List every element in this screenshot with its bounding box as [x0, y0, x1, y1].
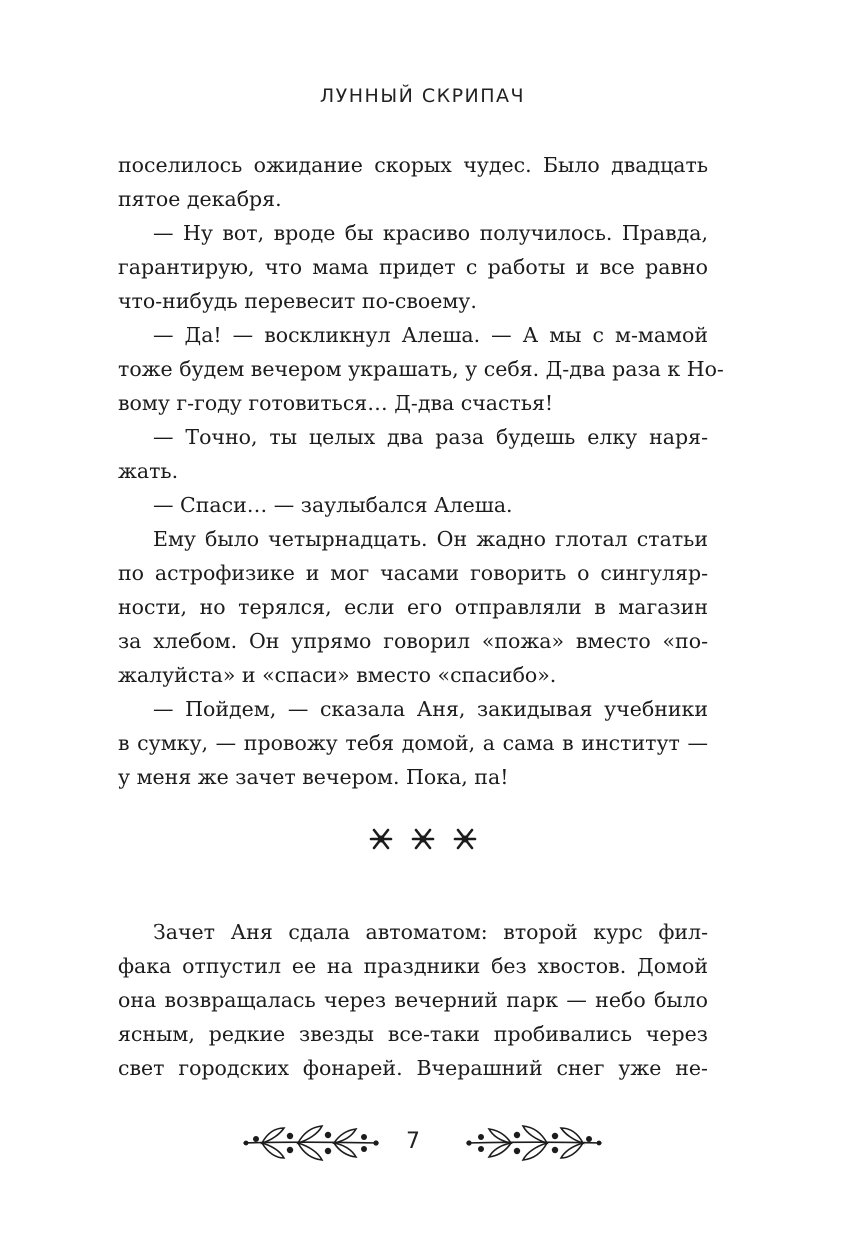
- star-icon: [452, 826, 478, 852]
- text-line: по астрофизике и мог часами говорить о сингуляр-: [118, 561, 708, 585]
- text-line: — Точно, ты целых два раза будешь елку наря-: [153, 425, 708, 449]
- text-line: жать.: [118, 459, 179, 483]
- page-number: 7: [406, 1129, 420, 1154]
- text-line: Ему было четырнадцать. Он жадно глотал статьи: [153, 527, 708, 551]
- floral-branch-icon: [240, 1120, 380, 1166]
- text-line: фака отпустил ее на праздники без хвостов. Домой: [118, 954, 708, 978]
- text-line: ности, но терялся, если его отправляли в магазин: [118, 595, 708, 619]
- text-line: гарантирую, что мама придет с работы и все равно: [118, 255, 708, 279]
- text-line: — Пойдем, — сказала Аня, закидывая учебники: [153, 697, 708, 721]
- body-text-part-1: [118, 148, 724, 794]
- text-line: ясным, редкие звезды все-таки пробивались через: [118, 1022, 708, 1046]
- text-line: тоже будем вечером украшать, у себя. Д-два раза к Но-: [118, 357, 724, 381]
- text-line: — Да! — воскликнул Алеша. — А мы с м-мамой: [153, 323, 708, 347]
- running-title: ЛУННЫЙ СКРИПАЧ: [319, 85, 526, 107]
- floral-branch-icon: [465, 1120, 605, 1166]
- text-line: — Ну вот, вроде бы красиво получилось. Правда,: [153, 221, 708, 245]
- star-icon: [368, 826, 394, 852]
- text-line: вому г-году готовиться… Д-два счастья!: [118, 391, 554, 415]
- text-line: у меня же зачет вечером. Пока, па!: [118, 765, 509, 789]
- text-line: поселилось ожидание скорых чудес. Было двадцать: [118, 153, 708, 177]
- text-line: в сумку, — провожу тебя домой, а сама в институт —: [118, 731, 708, 755]
- star-icon: [410, 826, 436, 852]
- text-line: свет городских фонарей. Вчерашний снег уже не-: [118, 1056, 708, 1080]
- text-line: за хлебом. Он упрямо говорил «пожа» вместо «по-: [118, 629, 708, 653]
- section-break: [0, 826, 845, 862]
- text-line: жалуйста» и «спаси» вместо «спасибо».: [118, 663, 557, 687]
- text-line: пятое декабря.: [118, 187, 282, 211]
- text-line: она возвращалась через вечерний парк — небо было: [118, 988, 708, 1012]
- text-line: Зачет Аня сдала автоматом: второй курс фил-: [153, 920, 708, 944]
- body-text-part-2: [118, 915, 708, 1085]
- text-line: что-нибудь перевесит по-своему.: [118, 289, 477, 313]
- page-footer: [0, 1118, 845, 1168]
- text-line: — Спаси… — заулыбался Алеша.: [153, 493, 513, 517]
